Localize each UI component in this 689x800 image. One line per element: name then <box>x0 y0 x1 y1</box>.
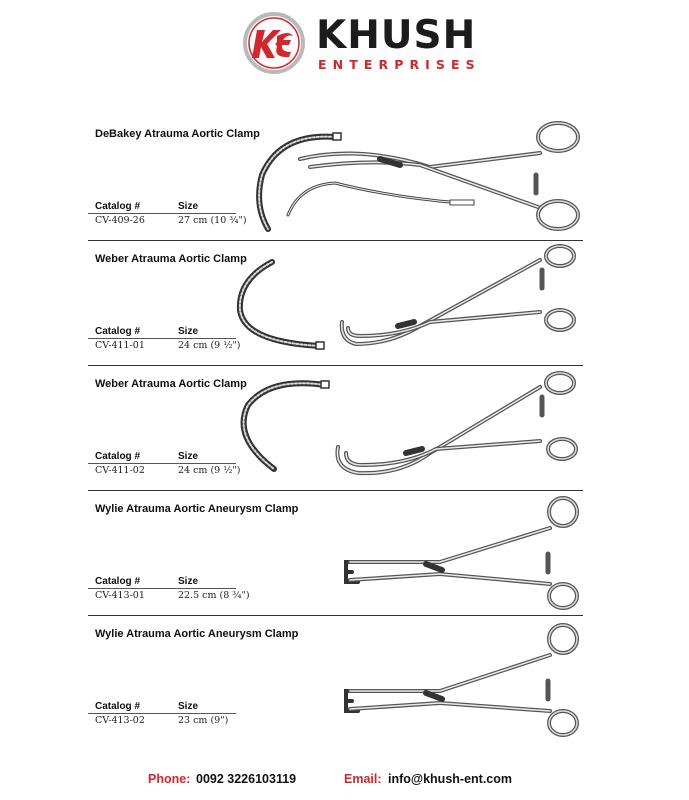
instrument-size: 24 cm (9 ½") <box>178 340 241 351</box>
catalog-number: CV-411-01 <box>95 340 145 351</box>
footer <box>0 772 689 792</box>
catalog-header: Catalog # <box>95 326 141 337</box>
size-header: Size <box>178 451 199 462</box>
catalog-underline <box>88 213 236 214</box>
catalog-number: CV-409-26 <box>95 215 145 226</box>
size-header: Size <box>178 326 199 337</box>
product-section <box>0 490 689 615</box>
wylie-clamp-image <box>330 490 585 615</box>
product-section <box>0 115 689 240</box>
brand-name: KHUSH <box>316 13 477 58</box>
catalog-underline <box>88 588 236 589</box>
catalog-number: CV-413-01 <box>95 590 145 601</box>
phone-number[interactable]: 0092 3226103119 <box>196 772 297 786</box>
instrument-size: 23 cm (9") <box>178 715 229 726</box>
weber-clamp-image <box>230 365 585 490</box>
brand-subtitle: ENTERPRISES <box>318 57 481 72</box>
product-title: Wylie Atrauma Aortic Aneurysm Clamp <box>95 503 299 515</box>
product-section <box>0 365 689 490</box>
catalog-number: CV-413-02 <box>95 715 145 726</box>
email-address[interactable]: info@khush-ent.com <box>388 772 512 786</box>
instrument-size: 22.5 cm (8 ¾") <box>178 590 250 601</box>
email-label: Email: <box>344 772 382 786</box>
product-title: Wylie Atrauma Aortic Aneurysm Clamp <box>95 628 299 640</box>
catalog-header: Catalog # <box>95 201 141 212</box>
debakey-clamp-image <box>240 115 585 240</box>
catalog-underline <box>88 463 236 464</box>
brand-logo <box>243 12 305 74</box>
catalog-header: Catalog # <box>95 451 141 462</box>
product-title: Weber Atrauma Aortic Clamp <box>95 378 247 390</box>
product-section <box>0 240 689 365</box>
size-header: Size <box>178 201 199 212</box>
instrument-size: 27 cm (10 ¾") <box>178 215 247 226</box>
instrument-size: 24 cm (9 ½") <box>178 465 241 476</box>
header <box>0 0 689 90</box>
product-title: Weber Atrauma Aortic Clamp <box>95 253 247 265</box>
size-header: Size <box>178 576 199 587</box>
phone-label: Phone: <box>148 772 191 786</box>
product-title: DeBakey Atrauma Aortic Clamp <box>95 128 260 140</box>
catalog-number: CV-411-02 <box>95 465 145 476</box>
weber-clamp-image <box>230 240 585 365</box>
catalog-underline <box>88 338 236 339</box>
size-header: Size <box>178 701 199 712</box>
catalog-header: Catalog # <box>95 701 141 712</box>
wylie-clamp-image <box>330 615 585 745</box>
catalog-header: Catalog # <box>95 576 141 587</box>
catalog-underline <box>88 713 236 714</box>
product-section <box>0 615 689 740</box>
